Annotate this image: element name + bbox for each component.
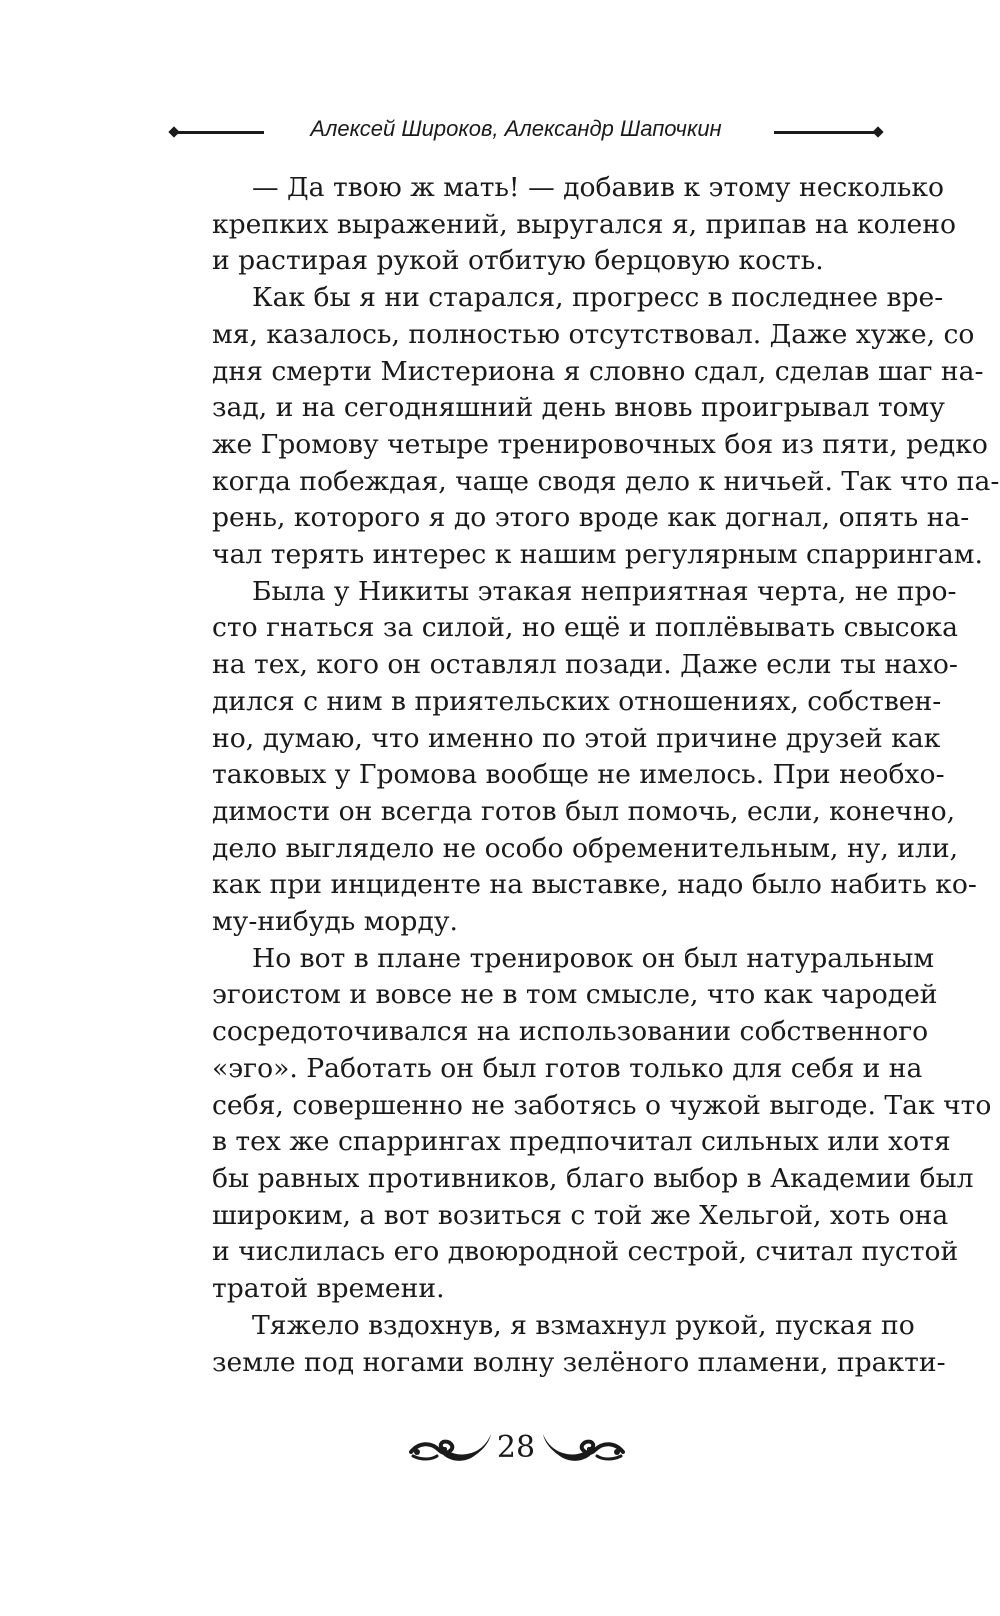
text-line: крепких выражений, выругался я, припав на колено: [212, 208, 957, 240]
text-line: Тяжело вздохнув, я взмахнул рукой, пуская по: [252, 1309, 915, 1341]
text-line: Как бы я ни старался, прогресс в последнее вре-: [252, 282, 944, 314]
text-line: в тех же спаррингах предпочитал сильных или хотя: [212, 1126, 951, 1158]
text-line: дился с ним в приятельских отношениях, собствен-: [212, 685, 942, 717]
body-text: [172, 170, 1000, 1381]
text-line: чал терять интерес к нашим регулярным спаррингам.: [212, 539, 983, 571]
text-line: зад, и на сегодняшний день вновь проигрывал тому: [212, 392, 945, 424]
running-title: Алексей Широков, Александр Шапочкин: [310, 116, 722, 141]
header-rule-left: [172, 131, 264, 134]
page-footer: [0, 1420, 1000, 1480]
paragraph: [172, 574, 977, 941]
text-line: дня смерти Мистериона я словно сдал, сделав шаг на-: [212, 355, 984, 387]
text-line: бы равных противников, благо выбор в Академии был: [212, 1162, 974, 1194]
text-line: и растирая рукой отбитую берцовую кость.: [212, 245, 824, 277]
text-line: дело выглядело не особо обременительным, ну, или,: [212, 832, 959, 864]
running-header: [170, 114, 882, 144]
text-line: на тех, кого он оставлял позади. Даже если ты нахо-: [212, 649, 958, 681]
text-line: таковых у Громова вообще не имелось. При необхо-: [212, 759, 945, 791]
text-line: мя, казалось, полностью отсутствовал. Даже хуже, со: [212, 318, 975, 350]
header-rule-right-tip: [872, 126, 883, 137]
paragraph: [172, 280, 1000, 574]
text-line: димости он всегда готов был помочь, если, конечно,: [212, 795, 956, 827]
text-line: же Громову четыре тренировочных боя из пяти, редко: [212, 428, 988, 460]
text-line: и числилась его двоюродной сестрой, считал пустой: [212, 1236, 959, 1268]
text-line: когда побеждая, чаще сводя дело к ничьей. Так что па-: [212, 465, 1000, 497]
paragraph: [172, 1308, 946, 1381]
text-line: себя, совершенно не заботясь о чужой выгоде. Так что: [212, 1089, 992, 1121]
text-line: му-нибудь морду.: [212, 906, 458, 938]
page-number: 28: [496, 1430, 536, 1465]
ornament-left-icon: [409, 1430, 493, 1470]
text-line: сто гнаться за силой, но ещё и поплёвывать свысока: [212, 612, 959, 644]
text-line: — Да твою ж мать! — добавив к этому несколько: [252, 172, 944, 203]
paragraph: [172, 941, 992, 1308]
text-line: как при инциденте на выставке, надо было набить ко-: [212, 869, 977, 901]
ornament-right-icon: [541, 1430, 625, 1470]
paragraph: [172, 170, 957, 280]
text-line: сосредоточивался на использовании собственного: [212, 1016, 929, 1048]
text-line: эгоистом и вовсе не в том смысле, что как чародей: [212, 979, 938, 1011]
text-line: широким, а вот возиться с той же Хельгой, хоть она: [212, 1199, 949, 1231]
text-line: но, думаю, что именно по этой причине друзей как: [212, 722, 941, 754]
text-line: «эго». Работать он был готов только для себя и на: [212, 1052, 923, 1084]
text-line: Была у Никиты этакая неприятная черта, не про-: [252, 575, 957, 607]
text-line: Но вот в плане тренировок он был натуральным: [252, 942, 935, 974]
text-line: рень, которого я до этого вроде как догнал, опять на-: [212, 502, 970, 534]
text-line: земле под ногами волну зелёного пламени, практи-: [212, 1346, 946, 1378]
header-rule-right: [774, 131, 880, 134]
text-line: тратой времени.: [212, 1273, 445, 1305]
